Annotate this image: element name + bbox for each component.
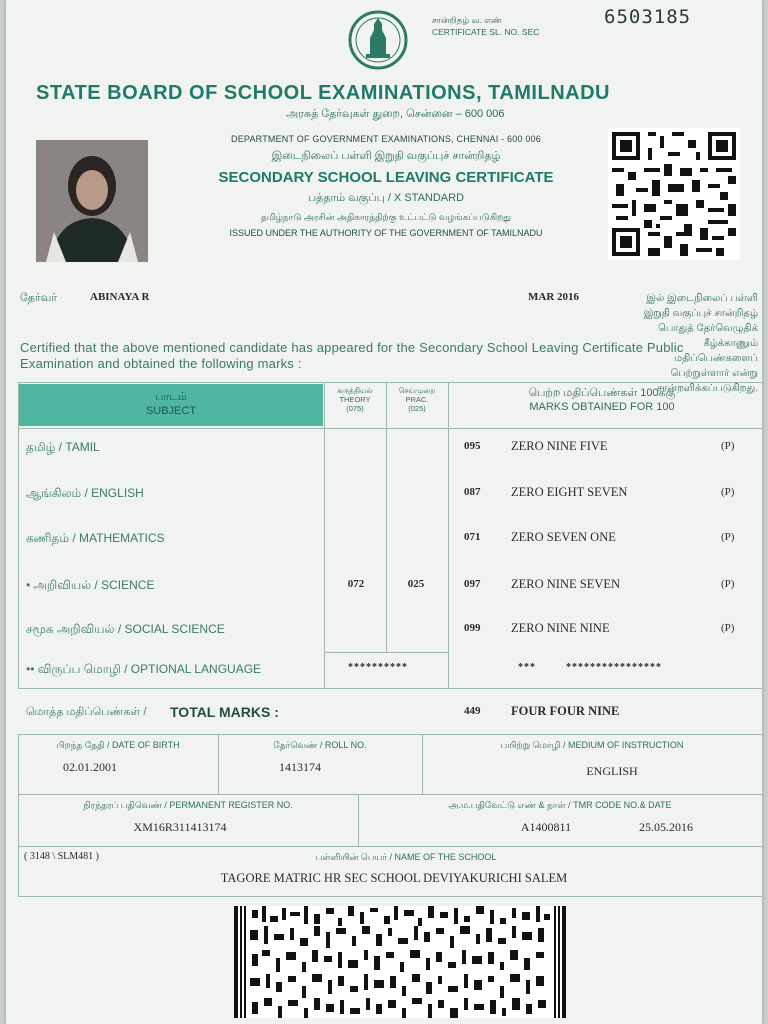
dob-label: பிறந்த தேதி / DATE OF BIRTH	[56, 740, 180, 750]
cert-type: SECONDARY SCHOOL LEAVING CERTIFICATE	[218, 169, 554, 186]
pass-status: (P)	[721, 622, 735, 634]
marks-value: 071	[464, 531, 481, 543]
table-row	[6, 531, 762, 561]
statement-english: Certified that the above mentioned candidate has appeared for the Secondary School Leaving Certificate Public Examination and obtained the following marks :	[20, 340, 684, 371]
school-name: TAGORE MATRIC HR SEC SCHOOL DEVIYAKURICHI SALEM	[220, 871, 568, 885]
total-marks-value: 449	[464, 705, 481, 717]
pass-status: (P)	[721, 486, 735, 498]
tmr-label: அ.ம.பதிவேட்டு எண் & நாள் / TMR CODE NO.& DATE	[448, 800, 672, 810]
candidate-name: ABINAYA R	[90, 291, 150, 303]
tmr-date: 25.05.2016	[639, 820, 693, 834]
school-label: பள்ளியின் பெயர் / NAME OF THE SCHOOL	[315, 852, 497, 862]
medium-label: பயிற்று மொழி / MEDIUM OF INSTRUCTION	[500, 740, 684, 750]
perm-reg-label: நிரந்தரப் பதிவெண் / PERMANENT REGISTER NO.	[83, 800, 293, 810]
marks-words: ZERO EIGHT SEVEN	[511, 485, 628, 499]
pass-status: (P)	[721, 531, 735, 543]
optional-marks-stars: ***	[518, 662, 536, 673]
qr-code-icon	[608, 128, 740, 260]
marks-value: 099	[464, 622, 481, 634]
roll-value: 1413174	[279, 760, 321, 774]
practical-value: 025	[407, 578, 425, 590]
marks-value: 095	[464, 440, 481, 452]
optional-words-stars: ****************	[566, 662, 662, 673]
header-marks: பெற்ற மதிப்பெண்கள் 100க்கு MARKS OBTAINED FOR 100	[528, 387, 676, 413]
board-title: STATE BOARD OF SCHOOL EXAMINATIONS, TAMILNADU	[36, 82, 610, 104]
header-practical: செய்முறை PRAC. (025)	[398, 386, 436, 413]
marks-words: ZERO NINE SEVEN	[511, 577, 621, 591]
subject-name: கணிதம் / MATHEMATICS	[26, 531, 165, 545]
table-row	[6, 578, 762, 608]
subject-name: தமிழ் / TAMIL	[26, 440, 100, 454]
certificate-number: 6503185	[604, 6, 692, 28]
pass-status: (P)	[721, 440, 735, 452]
exam-month: MAR 2016	[528, 291, 580, 303]
header-subject: பாடம் SUBJECT	[19, 384, 323, 426]
certificate-sheet	[6, 0, 762, 1024]
perm-reg-value: XM16R311413174	[133, 820, 227, 834]
tmr-code: A1400811	[520, 820, 572, 834]
theory-value: 072	[347, 578, 365, 590]
authority-tamil: தமிழ்நாடு அரசின் அதிகாரத்திற்கு உட்பட்டு வழங்கப்படுகிறது	[260, 212, 512, 222]
roll-label: தேர்வெண் / ROLL NO.	[273, 740, 367, 750]
marks-words: ZERO NINE NINE	[511, 621, 610, 635]
tamilnadu-emblem-icon	[348, 8, 408, 72]
department-name: DEPARTMENT OF GOVERNMENT EXAMINATIONS, CHENNAI - 600 006	[231, 134, 541, 144]
subject-name: ஆங்கிலம் / ENGLISH	[26, 486, 144, 500]
candidate-photo	[36, 140, 148, 262]
standard: பத்தாம் வகுப்பு / X STANDARD	[307, 192, 465, 204]
cert-number-label: சான்றிதழ் வ. எண் CERTIFICATE SL. NO. SEC	[432, 15, 540, 37]
barcode-icon	[234, 906, 566, 1018]
pass-status: (P)	[721, 578, 735, 590]
marks-words: ZERO NINE FIVE	[511, 439, 608, 453]
authority: ISSUED UNDER THE AUTHORITY OF THE GOVERNMENT OF TAMILNADU	[229, 228, 543, 238]
total-label-tamil: மொத்த மதிப்பெண்கள் /	[26, 706, 147, 718]
total-marks-words: FOUR FOUR NINE	[511, 704, 620, 718]
cert-type-tamil: இடைநிலைப் பள்ளி இறுதி வகுப்புச் சான்றிதழ்	[271, 150, 501, 162]
candidate-label: தேர்வர்	[20, 292, 57, 304]
medium-value: ENGLISH	[586, 764, 638, 778]
table-row	[6, 440, 762, 470]
header-theory: கருத்தியல் THEORY (075)	[337, 386, 373, 413]
subject-name: • அறிவியல் / SCIENCE	[26, 578, 155, 592]
table-row	[6, 622, 762, 652]
statement-tamil: இல் இடைநிலைப் பள்ளி இறுதி வகுப்புச் சான்றிதழ் பொதுத் தேர்வெழுதிக் கீழ்க்காணும் மதிப்பெண்களைப் பெற்றுள்ளார் என்று சான்றளிக்கப்படுகிறது.	[643, 293, 758, 394]
optional-theory-stars: **********	[348, 662, 408, 673]
subject-name: •• விருப்ப மொழி / OPTIONAL LANGUAGE	[26, 662, 262, 676]
table-row	[6, 486, 762, 516]
candidate-portrait-icon	[36, 140, 148, 262]
school-code: ( 3148 \ SLM481 )	[24, 851, 99, 862]
subject-name: சமூக அறிவியல் / SOCIAL SCIENCE	[26, 622, 225, 636]
dob-value: 02.01.2001	[63, 760, 117, 774]
marks-value: 087	[464, 486, 481, 498]
marks-value: 097	[464, 578, 481, 590]
table-row-optional-language	[6, 662, 762, 692]
board-title-tamil: அரசுத் தேர்வுகள் துறை, சென்னை – 600 006	[286, 108, 505, 120]
certificate-heading	[176, 130, 596, 238]
total-label: TOTAL MARKS :	[170, 704, 279, 720]
marks-words: ZERO SEVEN ONE	[511, 530, 616, 544]
